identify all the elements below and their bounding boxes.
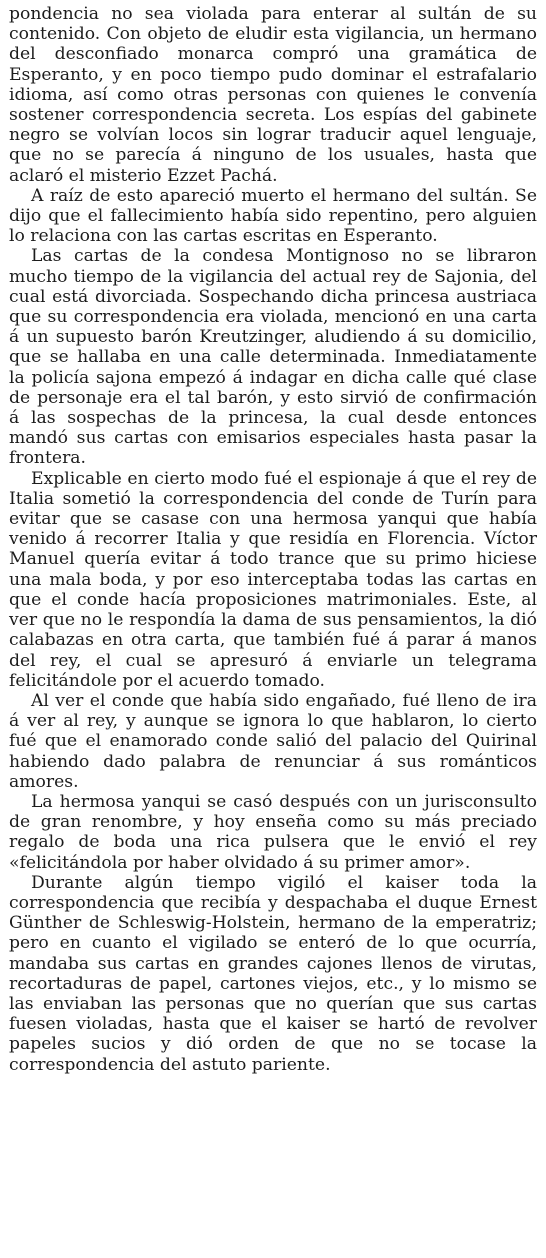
paragraph-kaiser-surveillance: Durante algún tiempo vigiló el kaiser toda la correspondencia que recibía y despachaba el duque Ernest Günther de Schleswig-Holstein, hermano de la emperatriz; pero en cuanto el vigilado se enteró de lo que ocurría, mandaba sus cartas en grandes cajones llenos de virutas, recortaduras de papel, cartones viejos, etc., y lo mismo se las enviaban las personas que no querían que sus cartas fuesen violadas, hasta que el kaiser se hartó de revolver papeles sucios y dió orden de que no se tocase la correspondencia del astuto pariente. (9, 872, 537, 1075)
paragraph-continuation: pondencia no sea violada para enterar al sultán de su contenido. Con objeto de eludir esta vigilancia, un hermano del desconfiado monarca compró una gramática de Esperanto, y en poco tiempo pudo dominar el estrafalario idioma, así como otras personas con quienes le convenía sostener correspondencia secreta. Los espías del gabinete negro se volvían locos sin lograr traducir aquel lenguaje, que no se parecía á ninguno de los usuales, hasta que aclaró el misterio Ezzet Pachá. (9, 4, 537, 186)
paragraph-montignoso-letters: Las cartas de la condesa Montignoso no se libraron mucho tiempo de la vigilancia del actual rey de Sajonia, del cual está divorciada. Sospechando dicha princesa austriaca que su correspondencia era violada, mencionó en una carta á un supuesto barón Kreutzinger, aludiendo á su domicilio, que se hallaba en una calle determinada. Inmediatamente la policía sajona empezó á indagar en dicha calle qué clase de personaje era el tal barón, y esto sirvió de confirmación á las sospechas de la princesa, la cual desde entonces mandó sus cartas con emisarios especiales hasta pasar la frontera. (9, 246, 537, 469)
paragraph-count-turin-espionage: Explicable en cierto modo fué el espionaje á que el rey de Italia sometió la correspondencia del conde de Turín para evitar que se casase con una hermosa yanqui que había venido á recorrer Italia y que residía en Florencia. Víctor Manuel quería evitar á todo trance que su primo hiciese una mala boda, y por eso interceptaba todas las cartas en que el conde hacía proposiciones matrimoniales. Este, al ver que no le respondía la dama de sus pensamientos, la dió calabazas en otra carta, que también fué á parar á manos del rey, el cual se apresuró á enviarle un telegrama felicitándole por el acuerdo tomado. (9, 468, 537, 691)
document-page (9, 4, 537, 1075)
paragraph-sultan-brother-death: A raíz de esto apareció muerto el hermano del sultán. Se dijo que el fallecimiento había sido repentino, pero alguien lo relaciona con las cartas escritas en Esperanto. (9, 185, 537, 247)
paragraph-yankee-married: La hermosa yanqui se casó después con un jurisconsulto de gran renombre, y hoy enseña como su más preciado regalo de boda una rica pulsera que le envió el rey «felicitándola por haber olvidado á su primer amor». (9, 791, 537, 873)
paragraph-count-deceived: Al ver el conde que había sido engañado, fué lleno de ira á ver al rey, y aunque se ignora lo que hablaron, lo cierto fué que el enamorado conde salió del palacio del Quirinal habiendo dado palabra de renunciar á sus románticos amores. (9, 690, 537, 792)
